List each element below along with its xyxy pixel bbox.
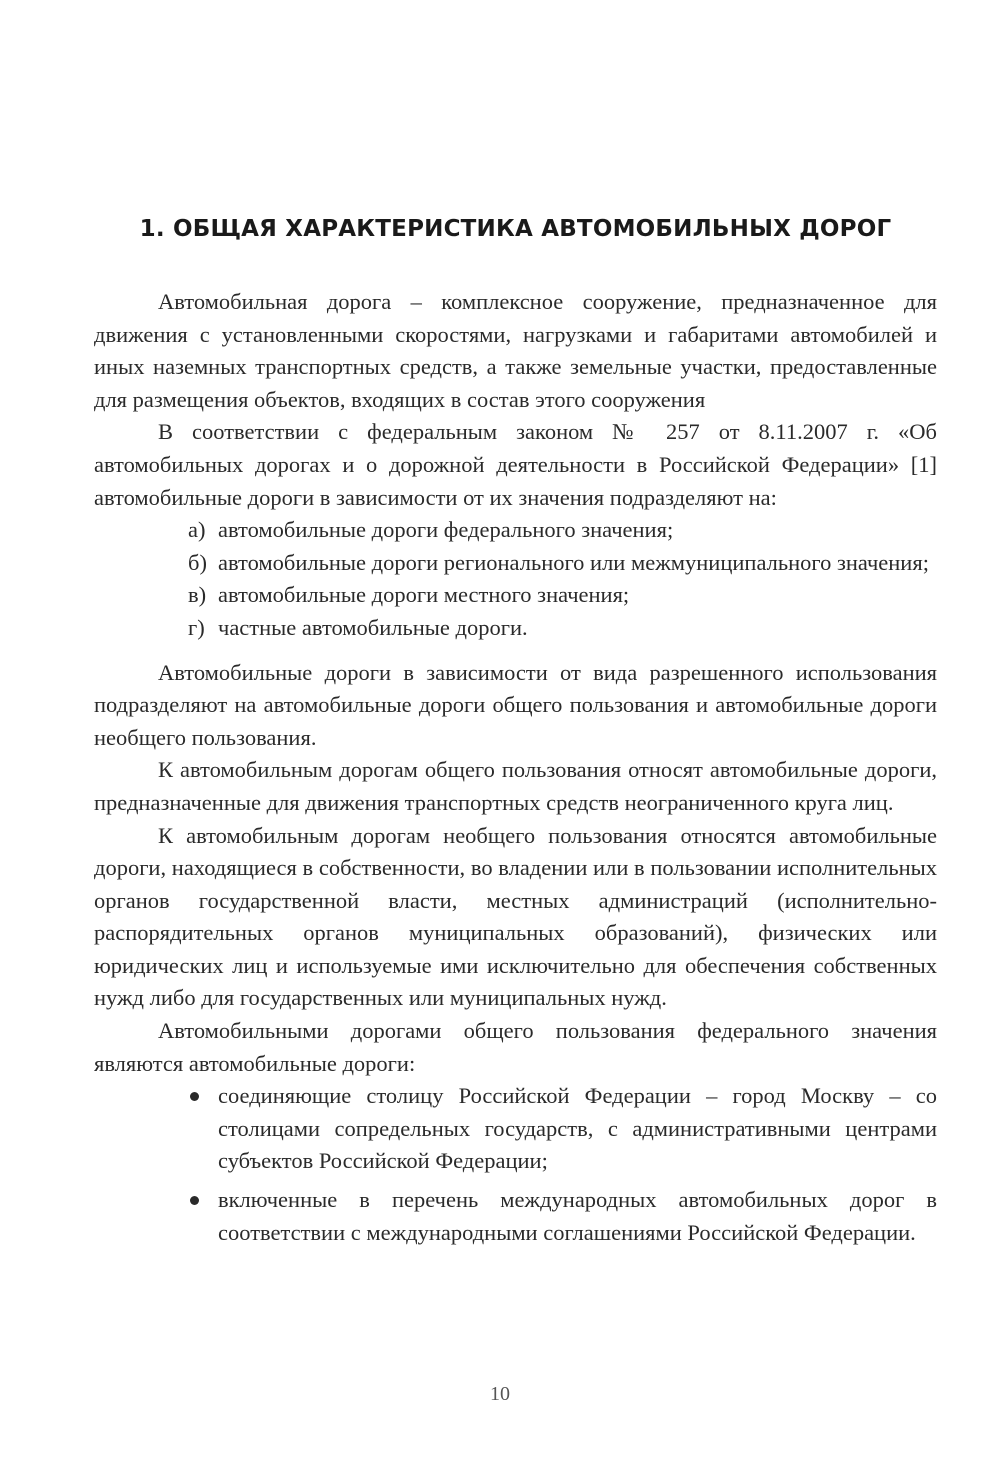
list-item-text: частные автомобильные дороги. xyxy=(218,614,528,640)
paragraph-federal-roads: Автомобильными дорогами общего пользования федерального значения являются автомобильные дороги: xyxy=(94,1018,937,1076)
section-heading: 1. ОБЩАЯ ХАРАКТЕРИСТИКА АВТОМОБИЛЬНЫХ ДОРОГ xyxy=(139,216,892,242)
list-marker: б) xyxy=(188,549,207,575)
paragraph-usage-types: Автомобильные дороги в зависимости от вида разрешенного использования подразделяют на автомобильные дороги общего пользования и автомобильные дороги необщего пользования. xyxy=(94,659,937,750)
list-item-text: автомобильные дороги регионального или межмуниципального значения; xyxy=(218,549,929,575)
bullet-icon xyxy=(190,1196,199,1205)
bullet-icon xyxy=(190,1092,199,1101)
paragraph-law-reference: В соответствии с федеральным законом № 257 от 8.11.2007 г. «Об автомобильных дорогах и о дорожной деятельности в Российской Федерации» [1] автомобильные дороги в зависимости от их значения подразделяют на: xyxy=(94,419,937,510)
list-item-text: включенные в перечень международных автомобильных дорог в соответствии с международными соглашениями Российской Федерации. xyxy=(218,1187,937,1245)
list-marker: г) xyxy=(188,614,205,640)
list-item-text: соединяющие столицу Российской Федерации – город Москву – со столицами сопредельных государств, с административными центрами субъектов Российской Федерации; xyxy=(218,1083,937,1174)
list-item xyxy=(94,514,937,547)
paragraph-non-public-roads: К автомобильным дорогам необщего пользования относятся автомобильные дороги, находящиеся в собственности, во владении или в пользовании исполнительных органов государственной власти, местных администраций (исполнительно-распорядительных органов муниципальных образований), физических или юридических лиц и используемые ими исключительно для обеспечения собственных нужд либо для государственных или муниципальных нужд. xyxy=(94,822,937,1011)
list-item-text: автомобильные дороги местного значения; xyxy=(218,582,630,608)
paragraph-public-roads: К автомобильным дорогам общего пользования относят автомобильные дороги, предназначенные для движения транспортных средств неограниченного круга лиц. xyxy=(94,757,937,815)
list-item xyxy=(94,1080,937,1178)
list-marker: в) xyxy=(188,582,207,608)
list-item xyxy=(94,1184,937,1249)
page-number: 10 xyxy=(490,1383,510,1405)
bullet-list xyxy=(94,1080,937,1249)
body-text xyxy=(94,286,937,1255)
list-item-text: автомобильные дороги федерального значения; xyxy=(218,517,674,543)
list-item xyxy=(94,579,937,612)
paragraph-definition: Автомобильная дорога – комплексное сооружение, предназначенное для движения с установленными скоростями, нагрузками и габаритами автомобилей и иных наземных транспортных средств, а также земельные участки, предоставленные для размещения объектов, входящих в состав этого сооружения xyxy=(94,289,937,412)
classification-list xyxy=(94,514,937,644)
list-marker: а) xyxy=(188,517,206,543)
list-item xyxy=(94,547,937,580)
list-item xyxy=(94,612,937,645)
